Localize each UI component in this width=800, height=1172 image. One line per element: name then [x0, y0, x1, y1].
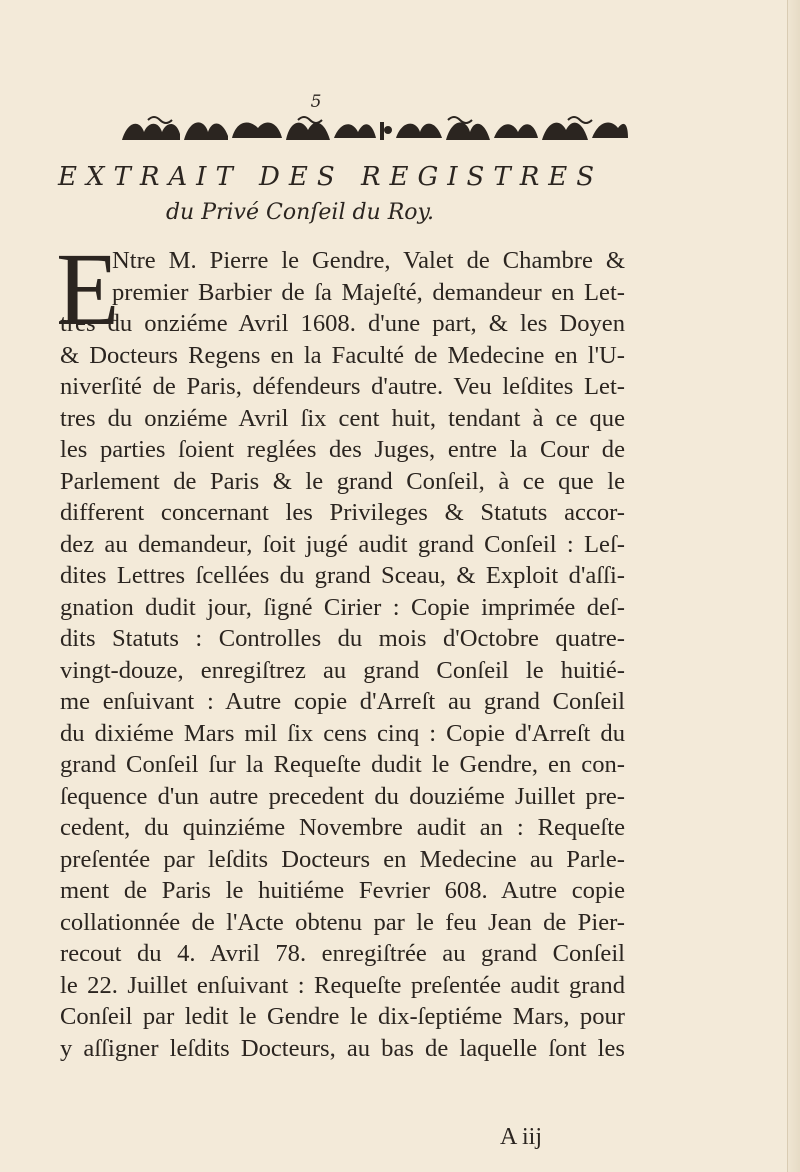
- text-line: grand Conſeil ſur la Requeſte dudit le Gendre, en con-: [60, 751, 625, 778]
- text-line: collationnée de l'Acte obtenu par le feu Jean de Pier-: [60, 908, 625, 936]
- text-line: cedent, du quinziéme Novembre audit an : Requeſte: [60, 814, 625, 841]
- ornament-band: [118, 110, 630, 150]
- text-line: les parties ſoient reglées des Juges, entre la Cour de: [60, 436, 625, 463]
- document-subtitle: du Privé Conſeil du Roy.: [165, 200, 435, 225]
- text-line: niverſité de Paris, défendeurs d'autre. Veu leſdites Let-: [60, 373, 625, 400]
- text-line: y aſſigner leſdits Docteurs, au bas de laquelle ſont les: [60, 1034, 625, 1062]
- ornament-band-graphic: [118, 110, 630, 150]
- text-line: dits Statuts : Controlles du mois d'Octobre quatre-: [60, 625, 625, 652]
- text-line: Ntre M. Pierre le Gendre, Valet de Chambre &: [112, 247, 625, 274]
- text-line: & Docteurs Regens en la Faculté de Medecine en l'U-: [60, 341, 625, 369]
- signature-mark: A iij: [500, 1124, 543, 1150]
- text-line: dites Lettres ſcellées du grand Sceau, & Exploit d'aſſi-: [60, 562, 625, 589]
- text-line: tres du onziéme Avril ſix cent huit, tendant à ce que: [60, 404, 625, 432]
- text-line: premier Barbier de ſa Majeſté, demandeur en Let-: [112, 278, 625, 306]
- text-line: tres du onziéme Avril 1608. d'une part, & les Doyen: [60, 310, 625, 337]
- text-line: gnation dudit jour, ſigné Cirier : Copie imprimée deſ-: [60, 593, 625, 621]
- text-line: recout du 4. Avril 78. enregiſtrée au grand Conſeil: [60, 940, 625, 967]
- text-line: Conſeil par ledit le Gendre le dix-ſeptiéme Mars, pour: [60, 1003, 625, 1030]
- text-line: dez au demandeur, ſoit jugé audit grand Conſeil : Leſ-: [60, 530, 625, 558]
- page-number: 5: [310, 92, 322, 112]
- text-line: different concernant les Privileges & Statuts accor-: [60, 499, 625, 526]
- body-text: [60, 245, 625, 1064]
- document-title: EXTRAIT DES REGISTRES: [58, 162, 604, 192]
- text-line: ſequence d'un autre precedent du douziéme Juillet pre-: [60, 782, 625, 810]
- text-line: le 22. Juillet enſuivant : Requeſte preſentée audit grand: [60, 971, 625, 999]
- text-line: Parlement de Paris & le grand Conſeil, à ce que le: [60, 467, 625, 495]
- text-line: du dixiéme Mars mil ſix cens cinq : Copie d'Arreſt du: [60, 719, 625, 747]
- text-line: ment de Paris le huitiéme Fevrier 608. Autre copie: [60, 877, 625, 904]
- page-edge: [787, 0, 800, 1172]
- text-line: preſentée par leſdits Docteurs en Medecine au Parle-: [60, 845, 625, 873]
- drop-cap: E: [56, 232, 120, 347]
- text-line: vingt-douze, enregiſtrez au grand Conſeil le huitié-: [60, 656, 625, 684]
- text-line: me enſuivant : Autre copie d'Arreſt au grand Conſeil: [60, 688, 625, 715]
